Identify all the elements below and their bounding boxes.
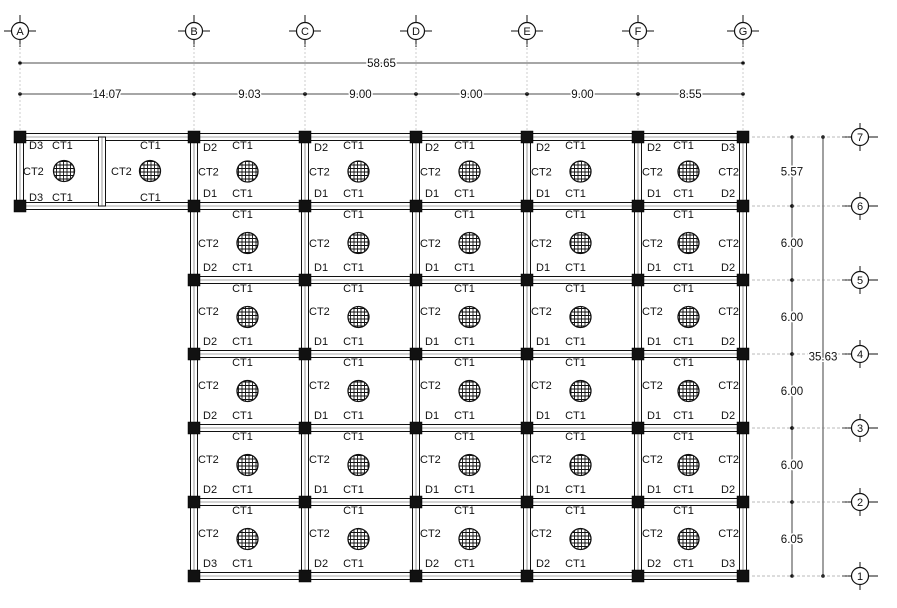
tie-label-ct2: CT2: [642, 454, 663, 466]
column: [737, 570, 749, 582]
footing-label-d2: D2: [314, 558, 329, 570]
dim-col-span-label: 14.07: [92, 89, 122, 101]
tie-label-ct2: CT2: [420, 380, 441, 392]
footing-label-d1: D1: [647, 188, 662, 200]
grid-label-A: A: [16, 26, 24, 38]
tie-label-ct2: CT2: [531, 166, 552, 179]
tie-label-ct2: CT2: [642, 166, 663, 179]
dim-total-height-label: 35.63: [808, 351, 838, 364]
tie-label-ct1: CT1: [343, 336, 364, 348]
tie-label-ct1: CT1: [565, 140, 586, 152]
column: [299, 131, 311, 143]
tie-label-ct1: CT1: [232, 410, 253, 422]
grid-label-C: C: [301, 26, 309, 38]
tie-label-ct2: CT2: [718, 238, 739, 250]
footing-label-d2: D2: [721, 188, 736, 200]
tie-label-ct1: CT1: [343, 558, 364, 570]
tie-label-ct2: CT2: [420, 238, 441, 250]
tie-label-ct1: CT1: [673, 410, 694, 422]
pile: [348, 529, 369, 550]
column: [632, 274, 644, 286]
column: [188, 131, 200, 143]
tie-label-ct1: CT1: [565, 431, 586, 443]
pile: [570, 381, 591, 402]
footing-label-d2: D2: [203, 484, 218, 496]
column: [299, 422, 311, 434]
column: [299, 496, 311, 508]
tie-label-ct2: CT2: [198, 528, 219, 540]
footing-label-d1: D1: [425, 188, 440, 200]
tie-label-ct1: CT1: [565, 283, 586, 295]
tie-label-ct1: CT1: [673, 357, 694, 369]
tie-label-ct1: CT1: [343, 188, 364, 200]
footing-label-d3: D3: [721, 142, 736, 154]
column: [737, 348, 749, 360]
tie-label-ct1: CT1: [343, 505, 364, 517]
tie-label-ct1: CT1: [454, 188, 475, 200]
tie-label-ct1: CT1: [343, 262, 364, 274]
pile: [237, 381, 258, 402]
column: [14, 200, 26, 212]
footing-label-d2: D2: [536, 142, 551, 154]
tie-label-ct1: CT1: [673, 188, 694, 200]
pile: [237, 233, 258, 254]
footing-label-d2: D2: [314, 142, 329, 154]
column: [410, 200, 422, 212]
column: [632, 422, 644, 434]
pile: [459, 161, 480, 182]
tie-label-ct1: CT1: [343, 209, 364, 221]
tie-label-ct2: CT2: [531, 306, 552, 318]
tie-label-ct2: CT2: [23, 166, 44, 178]
tie-label-ct1: CT1: [140, 140, 161, 152]
grid-label-4: 4: [856, 349, 864, 361]
tie-label-ct1: CT1: [673, 283, 694, 295]
pile: [459, 455, 480, 476]
tie-label-ct1: CT1: [565, 484, 586, 496]
tie-label-ct2: CT2: [531, 380, 552, 392]
column: [410, 496, 422, 508]
tie-label-ct1: CT1: [565, 410, 586, 422]
column: [410, 131, 422, 143]
tie-label-ct1: CT1: [140, 192, 161, 204]
footing-label-d2: D2: [203, 336, 218, 348]
pile: [678, 233, 699, 254]
tie-label-ct2: CT2: [718, 528, 739, 540]
column: [737, 496, 749, 508]
tie-label-ct1: CT1: [232, 188, 253, 200]
dim-col-span-label: 8.55: [679, 89, 702, 101]
column: [188, 496, 200, 508]
footing-label-d2: D2: [721, 336, 736, 348]
tie-label-ct1: CT1: [232, 484, 253, 496]
grid-label-1: 1: [856, 571, 864, 583]
footing-label-d2: D2: [425, 558, 440, 570]
tie-label-ct1: CT1: [232, 283, 253, 295]
tie-label-ct1: CT1: [565, 336, 586, 348]
tie-label-ct2: CT2: [642, 528, 663, 540]
tie-label-ct1: CT1: [232, 357, 253, 369]
column: [632, 496, 644, 508]
column: [410, 422, 422, 434]
tie-label-ct2: CT2: [309, 528, 330, 540]
footing-label-d1: D1: [314, 410, 329, 422]
footing-label-d2: D2: [721, 410, 736, 422]
pile: [678, 307, 699, 328]
tie-label-ct1: CT1: [232, 140, 253, 152]
tie-label-ct2: CT2: [718, 306, 739, 318]
footing-label-d1: D1: [536, 262, 551, 274]
tie-label-ct2: CT2: [531, 528, 552, 540]
column: [299, 274, 311, 286]
column: [737, 422, 749, 434]
tie-label-ct2: CT2: [309, 166, 330, 179]
pile: [348, 455, 369, 476]
tie-label-ct1: CT1: [454, 336, 475, 348]
footing-label-d1: D1: [536, 188, 551, 200]
tie-label-ct2: CT2: [642, 306, 663, 318]
tie-label-ct1: CT1: [52, 192, 73, 204]
tie-label-ct1: CT1: [343, 431, 364, 443]
column: [188, 274, 200, 286]
footing-label-d1: D1: [647, 336, 662, 348]
footing-label-d1: D1: [536, 336, 551, 348]
column: [632, 200, 644, 212]
pile: [678, 529, 699, 550]
column: [299, 348, 311, 360]
footing-label-d1: D1: [425, 410, 440, 422]
pile: [237, 307, 258, 328]
tie-label-ct2: CT2: [642, 238, 663, 250]
tie-label-ct2: CT2: [198, 306, 219, 318]
grid-label-3: 3: [856, 423, 864, 435]
dim-total-width-label: 58.65: [367, 58, 396, 70]
pile: [459, 233, 480, 254]
dim-row-span-label: 6.00: [780, 312, 804, 324]
column: [521, 348, 533, 360]
column: [632, 131, 644, 143]
pile: [348, 233, 369, 254]
tie-label-ct1: CT1: [673, 262, 694, 274]
pile: [678, 161, 699, 182]
grid-label-E: E: [523, 26, 531, 38]
grid-label-5: 5: [856, 275, 864, 287]
tie-label-ct2: CT2: [642, 380, 663, 392]
tie-label-ct1: CT1: [454, 283, 475, 295]
tie-label-ct1: CT1: [454, 357, 475, 369]
tie-label-ct2: CT2: [309, 380, 330, 392]
grid-label-B: B: [190, 26, 198, 38]
tie-label-ct1: CT1: [454, 140, 475, 152]
tie-label-ct1: CT1: [673, 431, 694, 443]
pile: [348, 381, 369, 402]
tie-label-ct2: CT2: [718, 454, 739, 466]
column: [521, 131, 533, 143]
tie-label-ct2: CT2: [718, 380, 739, 392]
tie-label-ct1: CT1: [343, 484, 364, 496]
footing-label-d3: D3: [29, 192, 44, 204]
tie-label-ct2: CT2: [309, 238, 330, 250]
pile: [54, 161, 75, 182]
footing-label-d2: D2: [721, 262, 736, 274]
column: [299, 200, 311, 212]
tie-label-ct1: CT1: [454, 505, 475, 517]
footing-label-d2: D2: [203, 262, 218, 274]
footing-label-d1: D1: [314, 262, 329, 274]
tie-label-ct1: CT1: [232, 505, 253, 517]
pile: [678, 381, 699, 402]
dim-row-span-label: 6.00: [780, 238, 804, 250]
tie-label-ct2: CT2: [198, 238, 219, 250]
column: [521, 496, 533, 508]
tie-label-ct1: CT1: [232, 431, 253, 443]
column: [737, 274, 749, 286]
tie-label-ct1: CT1: [232, 558, 253, 570]
dim-col-span-label: 9.00: [349, 89, 372, 101]
tie-label-ct1: CT1: [565, 209, 586, 221]
column: [299, 570, 311, 582]
grid-label-7: 7: [856, 132, 864, 144]
tie-label-ct1: CT1: [454, 484, 475, 496]
tie-label-ct1: CT1: [673, 505, 694, 517]
tie-label-ct1: CT1: [343, 410, 364, 422]
tie-label-ct1: CT1: [52, 140, 73, 152]
pile: [678, 455, 699, 476]
pile: [570, 161, 591, 182]
tie-label-ct1: CT1: [343, 357, 364, 369]
tie-label-ct2: CT2: [531, 238, 552, 250]
tie-label-ct1: CT1: [673, 558, 694, 570]
pile: [459, 307, 480, 328]
column: [188, 422, 200, 434]
dim-row-span-label: 5.57: [780, 166, 804, 179]
tie-label-ct1: CT1: [232, 209, 253, 221]
pile: [570, 529, 591, 550]
column: [521, 200, 533, 212]
footing-label-d1: D1: [425, 484, 440, 496]
tie-label-ct2: CT2: [309, 306, 330, 318]
column: [410, 570, 422, 582]
footing-label-d2: D2: [425, 142, 440, 154]
pile: [348, 161, 369, 182]
footing-label-d1: D1: [536, 484, 551, 496]
column: [14, 131, 26, 143]
footing-label-d1: D1: [425, 262, 440, 274]
dim-row-span-label: 6.00: [780, 386, 804, 398]
column: [188, 348, 200, 360]
column: [521, 422, 533, 434]
tie-label-ct2: CT2: [420, 306, 441, 318]
footing-label-d2: D2: [536, 558, 551, 570]
footing-label-d1: D1: [647, 410, 662, 422]
dim-col-span-label: 9.00: [571, 89, 594, 101]
grid-label-F: F: [634, 26, 642, 38]
tie-label-ct1: CT1: [565, 188, 586, 200]
footing-label-d1: D1: [647, 262, 662, 274]
column: [521, 274, 533, 286]
footing-label-d3: D3: [721, 558, 736, 570]
tie-label-ct2: CT2: [420, 528, 441, 540]
footing-label-d1: D1: [314, 336, 329, 348]
dim-col-span-label: 9.03: [238, 89, 261, 101]
tie-label-ct2: CT2: [111, 166, 132, 178]
tie-label-ct1: CT1: [454, 209, 475, 221]
footing-label-d2: D2: [203, 410, 218, 422]
footing-label-d2: D2: [647, 558, 662, 570]
footing-label-d2: D2: [647, 142, 662, 154]
tie-label-ct2: CT2: [420, 454, 441, 466]
footing-label-d1: D1: [647, 484, 662, 496]
tie-label-ct1: CT1: [232, 336, 253, 348]
column: [737, 131, 749, 143]
column: [188, 570, 200, 582]
column: [188, 200, 200, 212]
pile: [140, 161, 161, 182]
tie-label-ct1: CT1: [565, 357, 586, 369]
column: [410, 348, 422, 360]
pile: [570, 307, 591, 328]
dim-row-span-label: 6.00: [780, 460, 804, 472]
tie-label-ct2: CT2: [309, 454, 330, 466]
pile: [570, 233, 591, 254]
tie-label-ct1: CT1: [454, 558, 475, 570]
tie-label-ct2: CT2: [198, 454, 219, 466]
dim-col-span-label: 9.00: [460, 89, 483, 101]
column: [737, 200, 749, 212]
tie-label-ct1: CT1: [454, 262, 475, 274]
grid-label-2: 2: [856, 497, 864, 509]
pile: [237, 455, 258, 476]
column: [632, 570, 644, 582]
tie-label-ct1: CT1: [673, 336, 694, 348]
pile: [459, 529, 480, 550]
tie-label-ct1: CT1: [454, 410, 475, 422]
pile: [237, 161, 258, 182]
footing-label-d2: D2: [203, 142, 218, 154]
footing-label-d1: D1: [314, 188, 329, 200]
tie-label-ct1: CT1: [673, 209, 694, 221]
tie-label-ct2: CT2: [198, 166, 219, 179]
tie-label-ct1: CT1: [343, 283, 364, 295]
tie-label-ct1: CT1: [565, 262, 586, 274]
footing-label-d1: D1: [536, 410, 551, 422]
column: [632, 348, 644, 360]
tie-label-ct2: CT2: [531, 454, 552, 466]
footing-label-d3: D3: [29, 140, 44, 152]
tie-label-ct1: CT1: [232, 262, 253, 274]
footing-label-d2: D2: [721, 484, 736, 496]
tie-label-ct1: CT1: [673, 140, 694, 152]
column: [410, 274, 422, 286]
tie-label-ct1: CT1: [673, 484, 694, 496]
tie-label-ct2: CT2: [420, 166, 441, 179]
pile: [237, 529, 258, 550]
tie-label-ct1: CT1: [565, 505, 586, 517]
tie-label-ct1: CT1: [454, 431, 475, 443]
pile: [348, 307, 369, 328]
tie-label-ct2: CT2: [198, 380, 219, 392]
pile: [570, 455, 591, 476]
grid-label-G: G: [738, 26, 748, 38]
column: [521, 570, 533, 582]
pile: [459, 381, 480, 402]
tie-label-ct2: CT2: [718, 166, 739, 179]
grid-label-D: D: [412, 26, 420, 38]
dim-row-span-label: 6.05: [780, 534, 804, 546]
footing-label-d1: D1: [425, 336, 440, 348]
footing-label-d3: D3: [203, 558, 218, 570]
grid-label-6: 6: [856, 201, 864, 213]
footing-label-d1: D1: [203, 188, 218, 200]
tie-label-ct1: CT1: [565, 558, 586, 570]
tie-label-ct1: CT1: [343, 140, 364, 152]
footing-label-d1: D1: [314, 484, 329, 496]
